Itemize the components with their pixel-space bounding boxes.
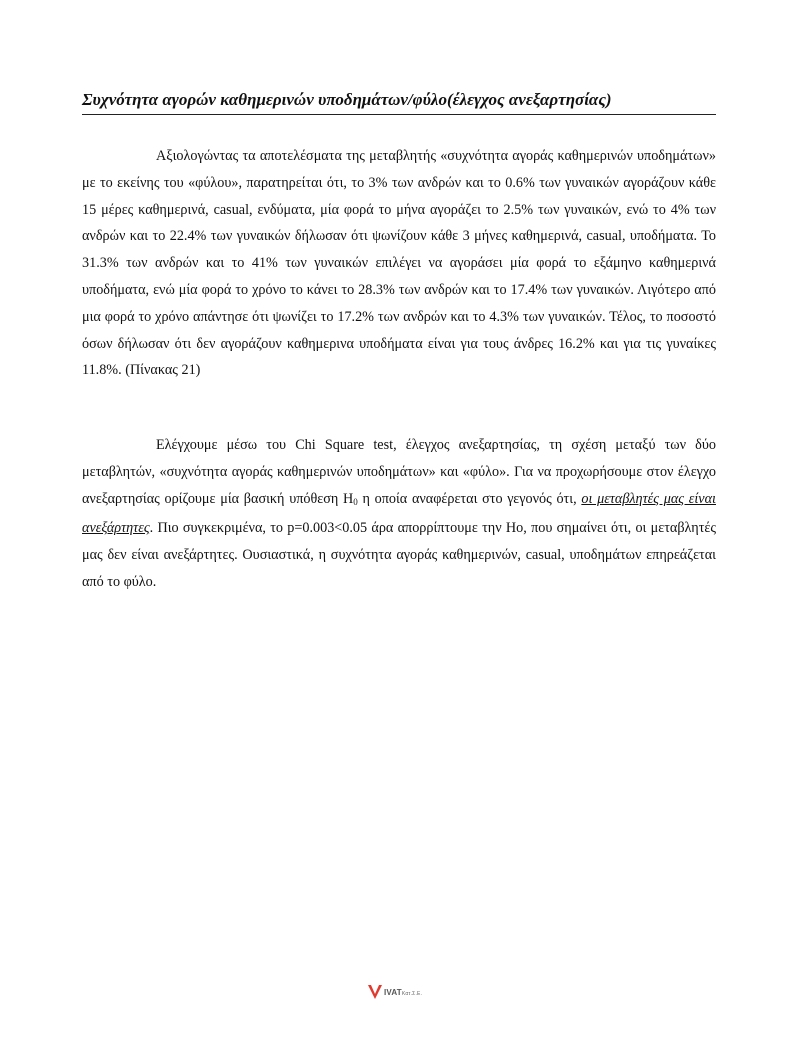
paragraph-frequency-results: Αξιολογώντας τα αποτελέσματα της μεταβλητής «συχνότητα αγοράς καθημερινών υποδημάτων» με το εκείνης του «φύλου», παρατηρείται ότι, το 3% των ανδρών και το 0.6% των γυναικών αγοράζουν κάθε 15 μέρες καθημερινά, casual, ενδύματα, μία φορά το μήνα αγοράζει το 2.5% των γυναικών, ενώ το 4% των ανδρών και το 22.4% των γυναικών δήλωσαν ότι ψωνίζουν κάθε 3 μήνες καθημερινά, casual, υποδήματα. Το 31.3% των ανδρών και το 41% των γυναικών επιλέγει να αγοράσει μία φορά το εξάμηνο καθημερινά υποδήματα, ενώ μία φορά το χρόνο το κάνει το 28.3% των ανδρών και το 17.4% των γυναικών. Λιγότερο από μια φορά το χρόνο απάντησε ότι ψωνίζει το 17.2% των ανδρών και το 4.3% των γυναικών. Τέλος, το ποσοστό όσων δήλωσαν ότι δεν αγοράζουν καθημερινα υποδήματα είναι για τους άνδρες 16.2% και για τις γυναίκες 11.8%. (Πίνακας 21) bbox=[82, 148, 716, 379]
footer-logo bbox=[367, 980, 457, 1004]
paragraph2-text-part3: . Πιο συγκεκριμένα, το p=0.003<0.05 άρα απορρίπτουμε την Ηο, που σημαίνει ότι, οι μεταβλητές μας δεν είναι ανεξάρτητες. Ουσιαστικά, η συχνότητα αγοράς καθημερινών, casual, υποδημάτων επηρεάζεται από το φύλο. bbox=[82, 520, 716, 590]
logo-text: IVATΚατ.Σ.Ε. bbox=[384, 987, 423, 997]
independence-hypothesis-emphasis: οι μεταβλητές μας είναι ανεξάρτητες bbox=[82, 490, 716, 537]
paragraph2-text-part2: η οποία αναφέρεται στο γεγονός ότι, bbox=[357, 490, 582, 507]
paragraph2-text-part1: Ελέγχουμε μέσω του Chi Square test, έλεγχος ανεξαρτησίας, τη σχέση μεταξύ των δύο μεταβλητών, «συχνότητα αγοράς καθημερινών υποδημάτων» και «φύλο». Για να προχωρήσουμε στον έλεγχο ανεξαρτησίας ορίζουμε μία βασική υπόθεση Η bbox=[82, 437, 716, 507]
v-chevron-logo-icon bbox=[367, 983, 383, 1001]
h0-subscript: 0 bbox=[353, 496, 358, 507]
section-heading: Συχνότητα αγορών καθημερινών υποδημάτων/φύλο(έλεγχος ανεξαρτησίας) bbox=[82, 89, 716, 115]
paragraph-chi-square-test bbox=[82, 432, 716, 596]
